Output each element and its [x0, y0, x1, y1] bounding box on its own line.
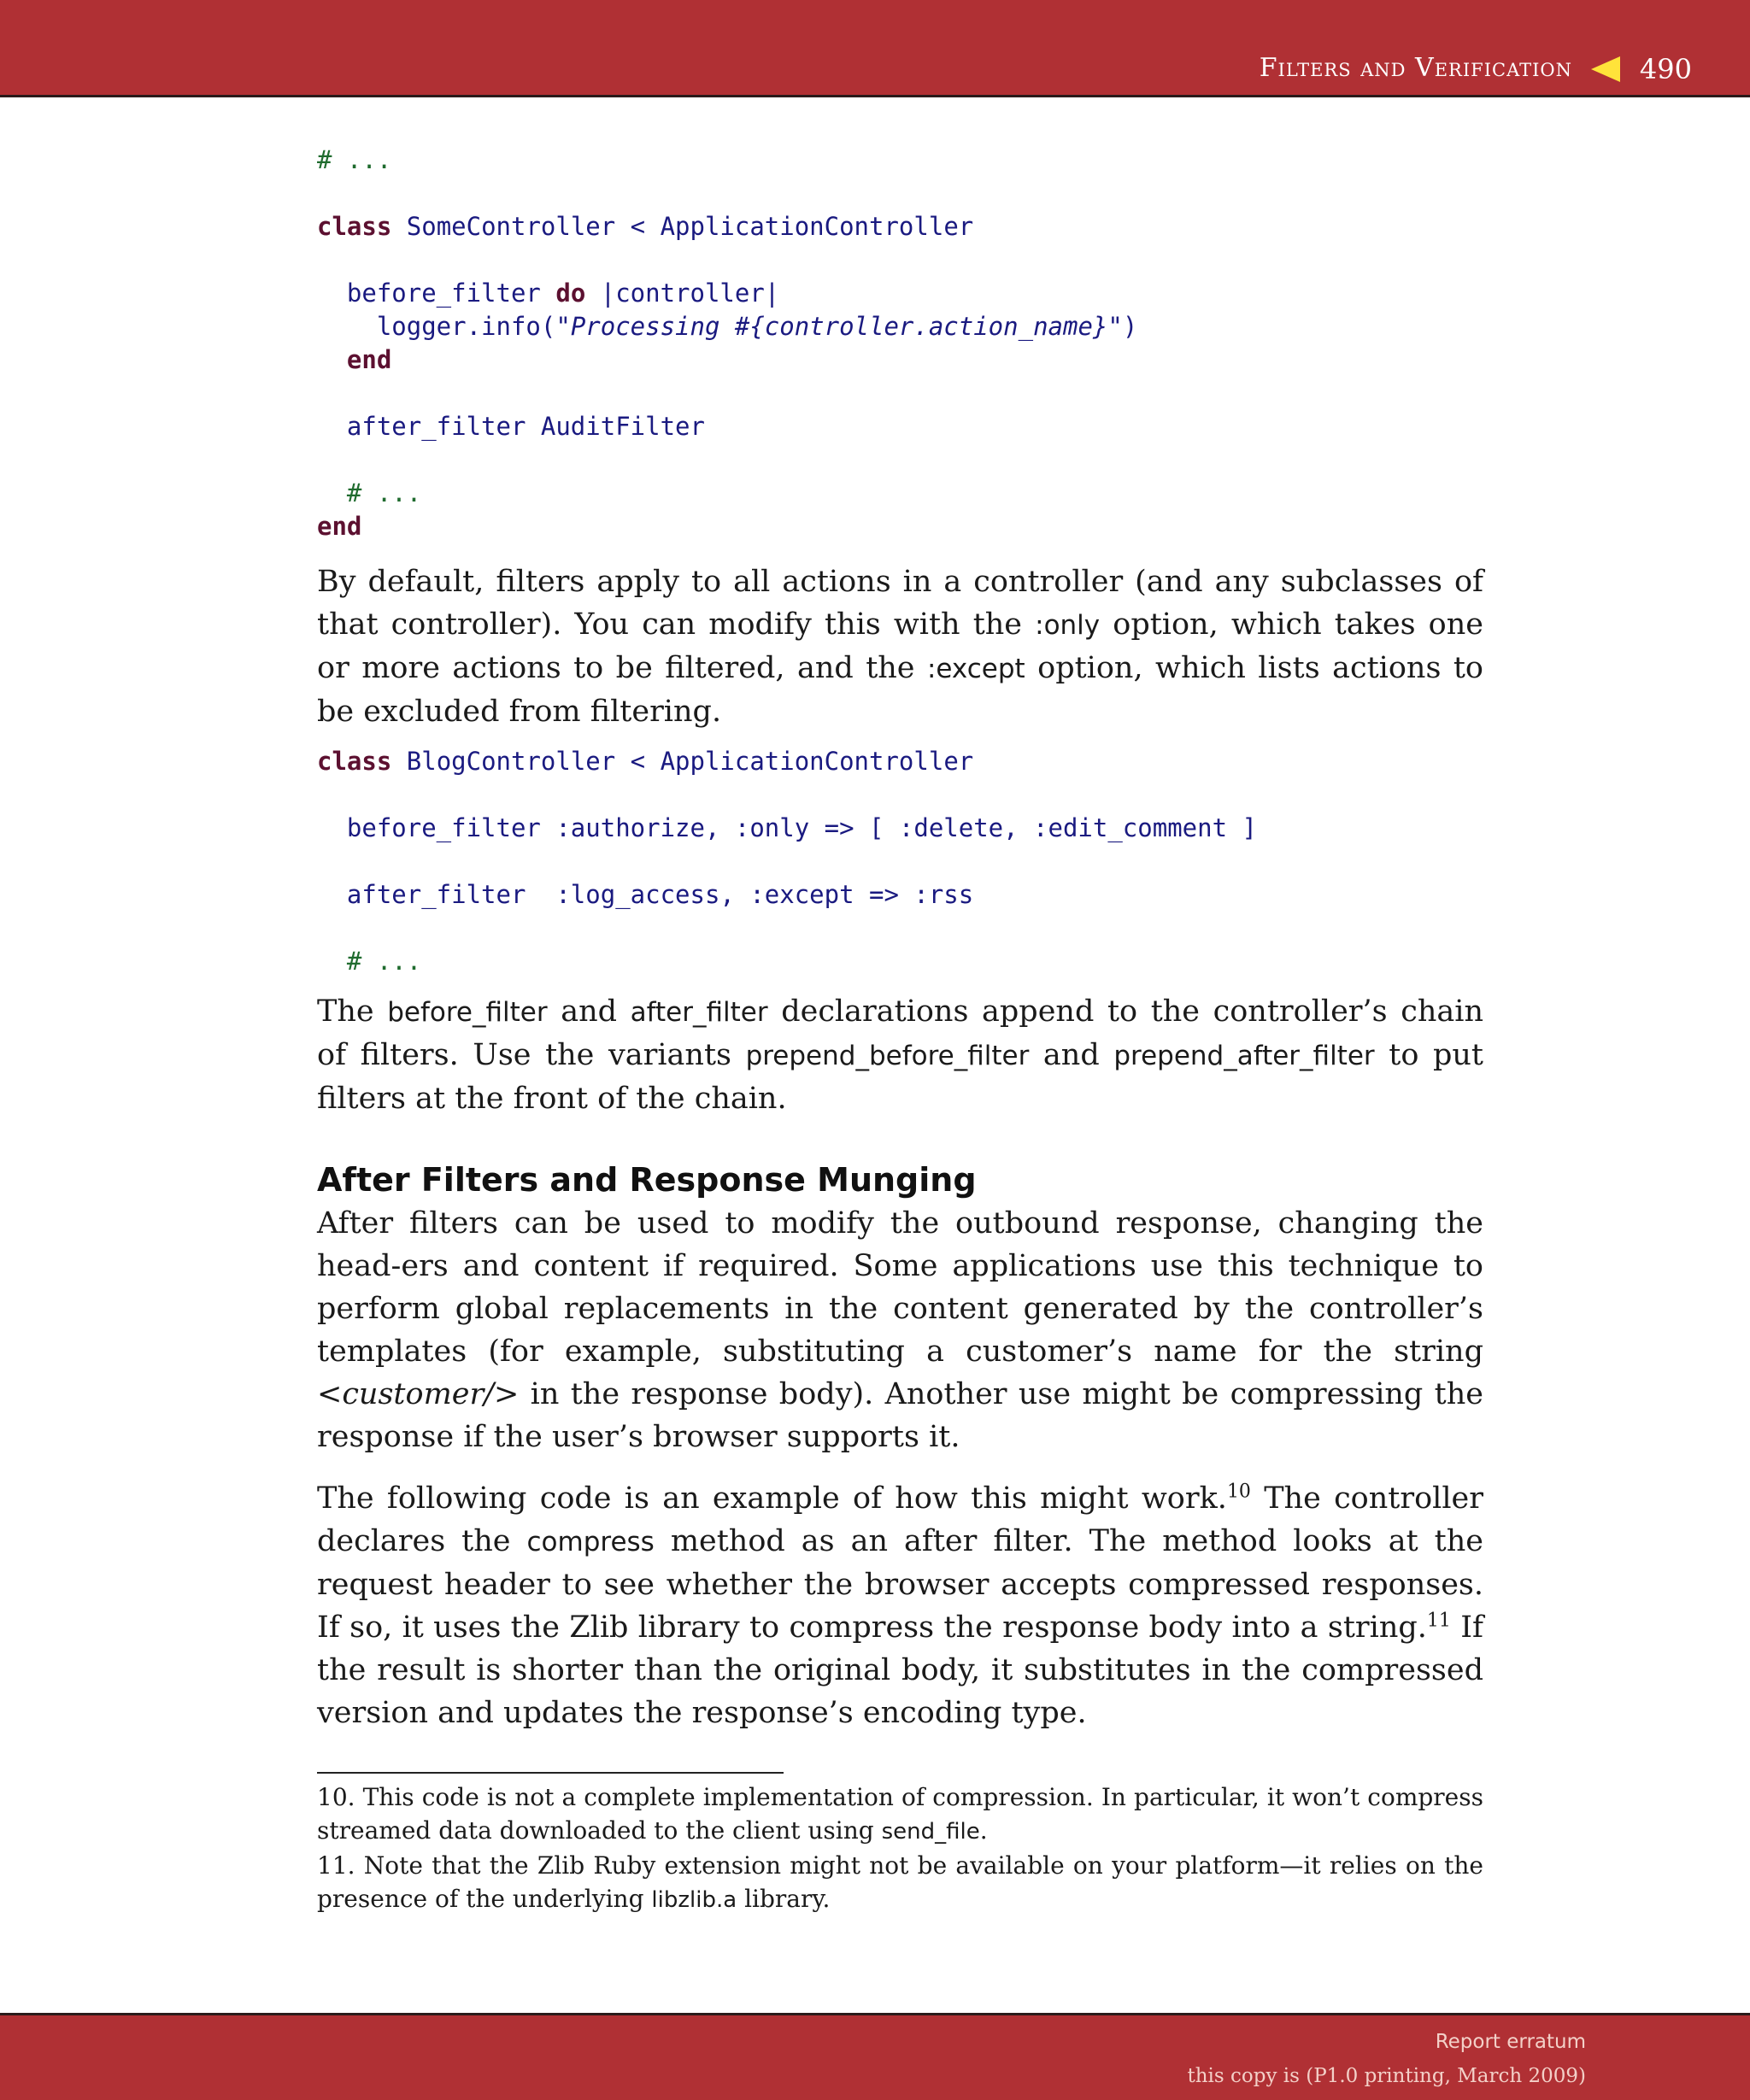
paragraph-filters-default	[317, 560, 1483, 733]
code-keyword: class	[317, 212, 392, 241]
code-block-some-controller	[317, 144, 1483, 543]
inline-code: send_file	[881, 1819, 980, 1845]
code-line: # ...	[317, 478, 422, 507]
code-text: )	[1122, 312, 1138, 341]
text: and	[1029, 1038, 1114, 1072]
inline-code: prepend_after_filter	[1113, 1041, 1375, 1071]
code-line	[317, 310, 1483, 343]
code-line: # ...	[317, 947, 422, 976]
paragraph-after-filters	[317, 1202, 1483, 1458]
inline-code: after_filter	[630, 997, 768, 1028]
code-keyword: do	[555, 279, 586, 308]
text: 11. Note that the Zlib Ruby extension might not be available on your platform—it relies on the presence of the underlying	[317, 1851, 1483, 1913]
chapter-title: Filters and Verification	[1259, 53, 1572, 83]
inline-code: prepend_before_filter	[745, 1041, 1030, 1071]
text: If the result is shorter than the original body, it substitutes in the compressed version and updates the response’s encoding type.	[317, 1610, 1483, 1730]
inline-code: before_filter	[387, 997, 548, 1028]
code-line: # ...	[317, 145, 392, 174]
code-line: after_filter AuditFilter	[317, 412, 705, 441]
page-number: 490	[1639, 53, 1692, 85]
code-line	[317, 745, 1483, 778]
page-footer	[0, 2013, 1750, 2100]
code-keyword: class	[317, 747, 392, 776]
code-line	[317, 210, 1483, 243]
paragraph-filter-chain	[317, 990, 1483, 1120]
code-line: before_filter :authorize, :only => [ :delete, :edit_comment ]	[317, 813, 1257, 842]
code-text: logger.info(	[317, 312, 556, 341]
page-header	[0, 0, 1750, 97]
footnote-ref-10[interactable]: 10	[1226, 1481, 1251, 1503]
text: By default, filters apply to all actions in a controller (and any subclasses of that controller). You can modify this with the	[317, 565, 1483, 642]
inline-code: compress	[526, 1527, 655, 1557]
text: to put filters at the front of the chain.	[317, 1038, 1483, 1116]
text: library.	[737, 1885, 831, 1913]
text: The	[317, 994, 388, 1029]
page-content	[317, 144, 1483, 1917]
emphasis: <customer/>	[317, 1377, 520, 1411]
text: After filters can be used to modify the outbound response, changing the head-ers and content if required. Some applications use this technique to perform global replacements in the content generated by the controller’s templates (for example, substituting a customer’s name for the string	[317, 1206, 1483, 1369]
text: method as an after filter. The method looks at the request header to see whether the browser accepts compressed responses. If so, it uses the Zlib library to compress the response body into a string.	[317, 1524, 1483, 1645]
inline-code: :except	[926, 654, 1025, 684]
text: option, which lists actions to be excluded from filtering.	[317, 651, 1483, 729]
code-line: end	[317, 345, 392, 374]
code-text: SomeController < ApplicationController	[391, 212, 974, 241]
code-line: end	[317, 512, 362, 541]
footnote-10	[317, 1780, 1483, 1849]
code-block-blog-controller	[317, 745, 1483, 978]
code-text: BlogController < ApplicationController	[391, 747, 974, 776]
footnote-ref-11[interactable]: 11	[1426, 1610, 1451, 1632]
inline-code: :only	[1035, 610, 1101, 641]
code-text: |controller|	[585, 279, 780, 308]
section-heading: After Filters and Response Munging	[317, 1161, 977, 1199]
paragraph-compress-example	[317, 1477, 1483, 1734]
code-text: before_filter	[317, 279, 556, 308]
copy-info: this copy is (P1.0 printing, March 2009)	[1187, 2065, 1586, 2087]
code-string: "Processing #{controller.action_name}"	[555, 312, 1123, 341]
inline-code: libzlib.a	[651, 1887, 737, 1913]
footnote-divider	[317, 1772, 784, 1774]
text: and	[547, 994, 631, 1029]
code-line: after_filter :log_access, :except => :rss	[317, 880, 974, 909]
report-erratum-link[interactable]: Report erratum	[1435, 2031, 1586, 2053]
text: 10. This code is not a complete implementation of compression. In particular, it won’t compress streamed data downloaded to the client using	[317, 1783, 1483, 1845]
text: option, which takes one or more actions to be filtered, and the	[317, 607, 1483, 685]
previous-page-arrow-icon[interactable]	[1591, 56, 1620, 82]
code-line	[317, 277, 1483, 310]
text: in the response body). Another use might be compressing the response if the user’s browser supports it.	[317, 1377, 1483, 1454]
text: The following code is an example of how this might work.	[317, 1481, 1227, 1516]
text: The controller declares the	[317, 1481, 1483, 1558]
footnote-11	[317, 1849, 1483, 1917]
text: .	[979, 1816, 988, 1845]
text: declarations append to the controller’s chain of filters. Use the variants	[317, 994, 1483, 1072]
